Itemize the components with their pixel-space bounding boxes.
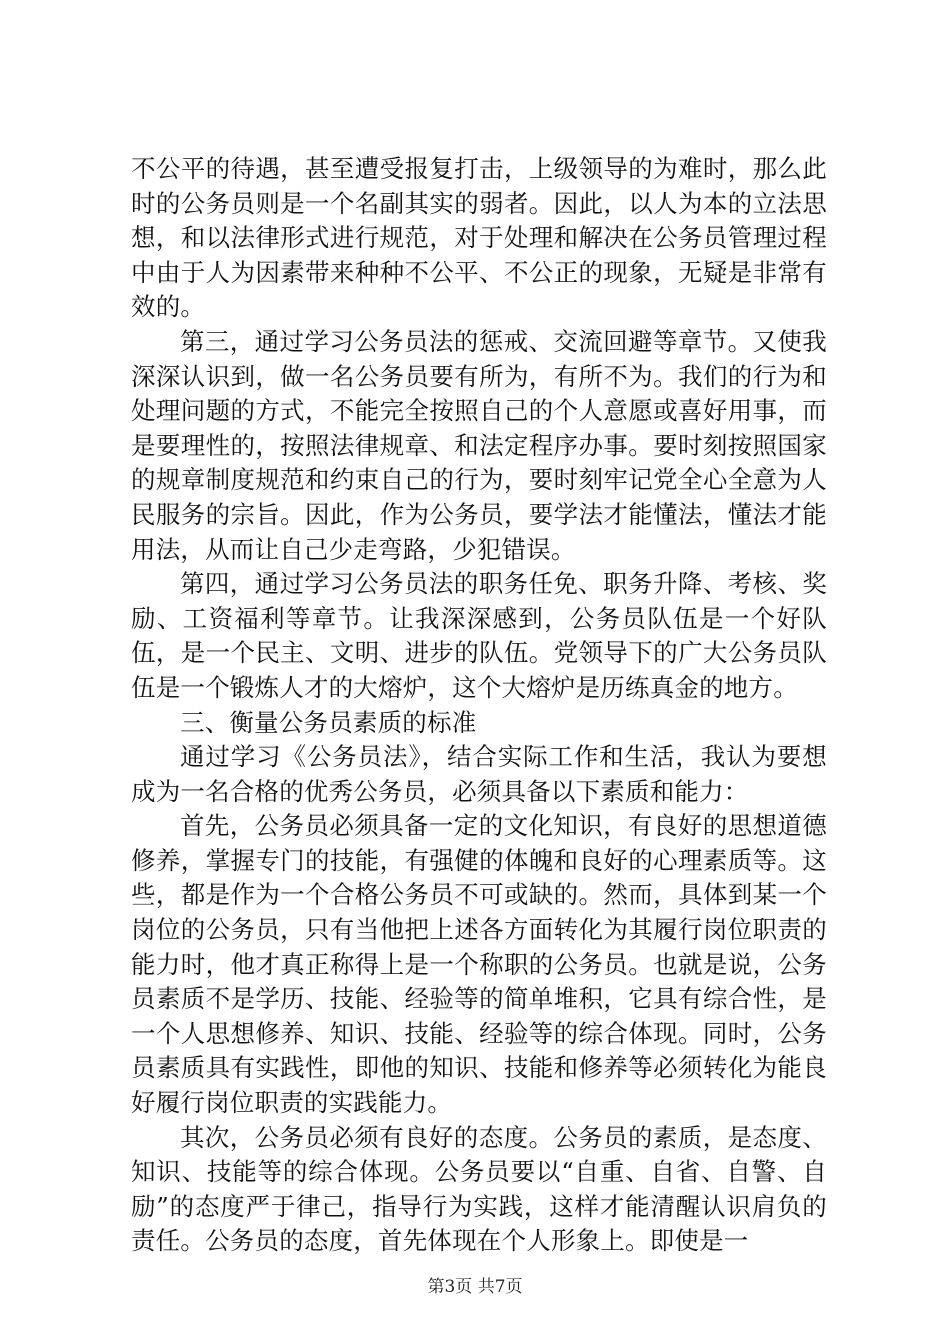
paragraph-intro: 通过学习《公务员法》，结合实际工作和生活，我认为要想成为一名合格的优秀公务员，必须具备以下素质和能力： [131,742,827,806]
page-footer: 第3页 共7页 [427,1277,523,1297]
paragraph-first-quality: 首先，公务员必须具备一定的文化知识，有良好的思想道德修养，掌握专门的技能，有强健的体魄和良好的心理素质等。这些，都是作为一个合格公务员不可或缺的。然而，具体到某一个岗位的公务员，只有当他把上述各方面转化为其履行岗位职责的能力时，他才真正称得上是一个称职的公务员。也就是说，公务员素质不是学历、技能、经验等的简单堆积，它具有综合性，是一个人思想修养、知识、技能、经验等的综合体现。同时，公务员素质具有实践性，即他的知识、技能和修养等必须转化为能良好履行岗位职责的实践能力。 [131,811,827,1118]
paragraph-second-quality: 其次，公务员必须有良好的态度。公务员的素质，是态度、知识、技能等的综合体现。公务员要以“自重、自省、自警、自励”的态度严于律己，指导行为实践，这样才能清醒认识肩负的责任。公务员的态度，首先体现在个人形象上。即使是一 [131,1122,827,1256]
paragraph-third-point: 第三，通过学习公务员法的惩戒、交流回避等章节。又使我深深认识到，做一名公务员要有所为，有所不为。我们的行为和处理问题的方式，不能完全按照自己的个人意愿或喜好用事，而是要理性的，按照法律规章、和法定程序办事。要时刻按照国家的规章制度规范和约束自己的行为，要时刻牢记党全心全意为人民服务的宗旨。因此，作为公务员，要学法才能懂法，懂法才能用法，从而让自己少走弯路，少犯错误。 [131,326,827,564]
document-body [131,152,827,1259]
section-heading: 三、衡量公务员素质的标准 [180,707,477,737]
paragraph-fourth-point: 第四，通过学习公务员法的职务任免、职务升降、考核、奖励、工资福利等章节。让我深深感到，公务员队伍是一个好队伍，是一个民主、文明、进步的队伍。党领导下的广大公务员队伍是一个锻炼人才的大熔炉，这个大熔炉是历练真金的地方。 [131,569,827,702]
paragraph-continuation: 不公平的待遇，甚至遭受报复打击，上级领导的为难时，那么此时的公务员则是一个名副其实的弱者。因此，以人为本的立法思想，和以法律形式进行规范，对于处理和解决在公务员管理过程中由于人为因素带来种种不公平、不公正的现象，无疑是非常有效的。 [131,154,827,322]
